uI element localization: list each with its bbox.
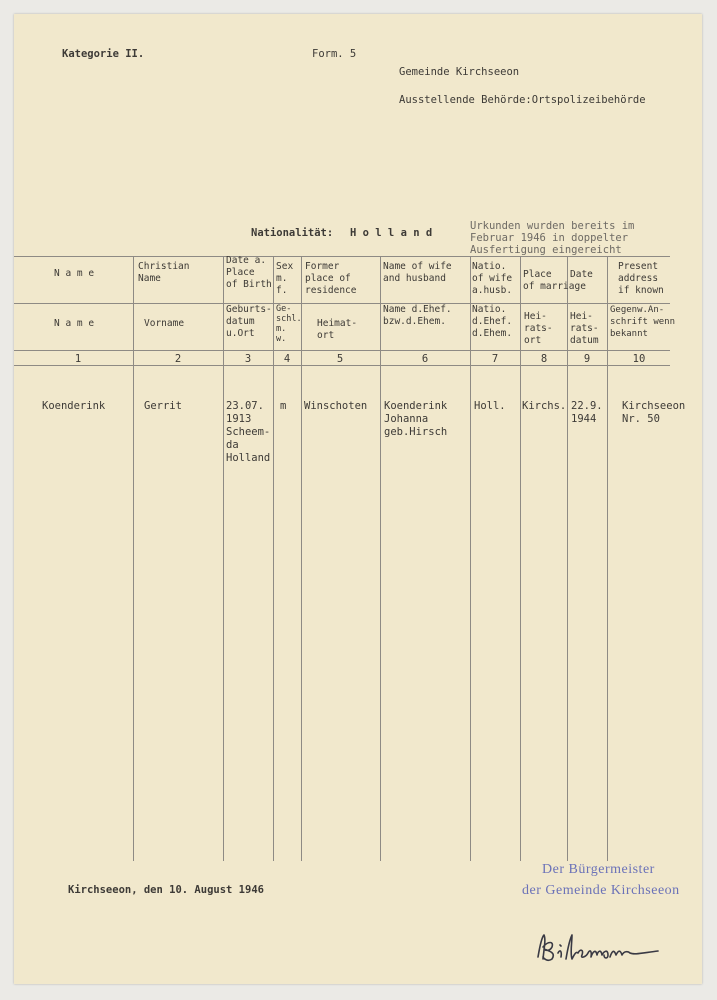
cell-anschrift: Kirchseeon Nr. 50 [622,400,686,425]
col-header-de-6: Name d.Ehef. bzw.d.Ehem. [383,304,452,327]
col-header-de-7: Natio. d.Ehef. d.Ehem. [472,304,513,339]
cell-heimatort: Winschoten [304,400,368,412]
col-header-de-5: Heimat- ort [317,318,358,341]
col-num-8: 8 [540,353,548,365]
col-divider-5 [380,256,381,861]
col-num-4: 4 [283,353,291,365]
cell-vorname: Gerrit [144,400,182,412]
note-line-2: Februar 1946 in doppelter [470,232,629,244]
col-header-de-10: Gegenw.An- schrift wenn bekannt [610,305,676,339]
table-rule-mid [14,303,670,304]
col-divider-7 [520,256,521,861]
nationality-value: H o l l a n d [350,227,433,239]
col-num-5: 5 [336,353,344,365]
place-date: Kirchseeon, den 10. August 1946 [68,884,264,896]
col-divider-9 [607,256,608,861]
col-divider-4 [301,256,302,861]
col-header-en-1: N a m e [54,268,95,279]
col-num-3: 3 [244,353,252,365]
cell-name: Koenderink [42,400,106,412]
col-header-en-9: Date [570,269,593,280]
stamp-line-1: Der Bürgermeister [542,862,655,877]
col-header-en-10: Present address if known [618,261,664,296]
nationality-label: Nationalität: [251,227,334,239]
document-sheet [14,14,702,984]
col-header-en-7: Natio. of wife a.husb. [472,261,513,296]
col-header-en-6: Name of wife and husband [383,261,452,284]
col-divider-8 [567,256,568,861]
col-header-de-9: Hei- rats- datum [570,311,599,346]
table-rule-top [14,256,670,257]
table-rule-bottom [14,365,670,366]
col-divider-6 [470,256,471,861]
table-rule-num [14,350,670,351]
col-num-1: 1 [74,353,82,365]
col-divider-2 [223,256,224,861]
cell-heiratsort: Kirchs. [522,400,567,412]
cell-ehefrau: Koenderink Johanna geb.Hirsch [384,400,448,438]
form-number: Form. 5 [312,48,357,60]
note-line-1: Urkunden wurden bereits im [470,220,635,232]
kategorie-label: Kategorie II. [62,48,145,60]
col-header-en-5: Former place of residence [305,261,357,296]
col-num-2: 2 [174,353,182,365]
col-header-en-4: Sex m. f. [276,261,294,296]
col-num-7: 7 [491,353,499,365]
col-divider-3 [273,256,274,861]
col-header-de-2: Vorname [144,318,185,329]
gemeinde-name: Gemeinde Kirchseeon [399,66,520,78]
issuing-authority: Ausstellende Behörde:Ortspolizeibehörde [399,94,646,106]
cell-heiratsdatum: 22.9. 1944 [571,400,603,425]
col-header-de-3: Geburts- datum u.Ort [226,304,272,339]
col-header-en-8: Place of marriage [523,269,586,292]
cell-sex: m [280,400,287,412]
col-header-de-8: Hei- rats- ort [524,311,553,346]
stamp-line-2: der Gemeinde Kirchseeon [522,883,680,898]
col-divider-1 [133,256,134,861]
cell-geburt: 23.07. 1913 Scheem- da Holland [226,400,271,464]
signature-image [534,929,664,969]
note-line-3: Ausfertigung eingereicht [470,244,622,256]
col-header-en-3: Date a. Place of Birth [226,255,272,290]
col-header-de-4: Ge- schl. m. w. [276,304,302,344]
col-header-de-1: N a m e [54,318,95,329]
col-num-10: 10 [632,353,646,365]
col-num-6: 6 [421,353,429,365]
cell-natio: Holl. [474,400,506,412]
col-num-9: 9 [583,353,591,365]
col-header-en-2: Christian Name [138,261,190,284]
